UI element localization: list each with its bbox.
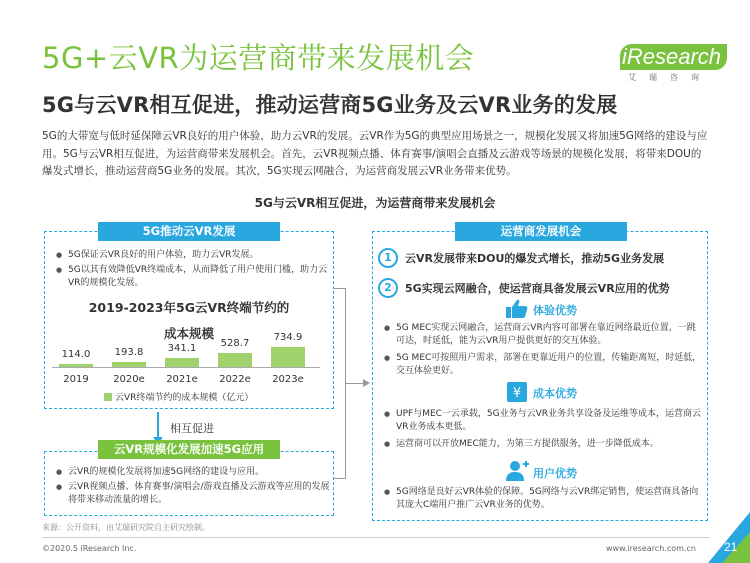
point-number-2: 2 [378, 278, 398, 298]
user-plus-icon [504, 460, 530, 482]
mutual-promotion-label: 相互促进 [170, 422, 214, 435]
connector-top [334, 288, 346, 289]
tag-vr-accelerates-5g: 云VR规模化发展加速5G应用 [98, 440, 280, 459]
point-text-2: 5G实现云网融合，使运营商具备发展云VR应用的优势 [405, 282, 670, 295]
heading-cost: 成本优势 [533, 387, 577, 400]
x-tick-2022e: 2022e [219, 374, 251, 385]
bar-2021e [165, 358, 199, 367]
bar-value-label-2021e: 341.1 [167, 342, 197, 354]
diagram-heading: 5G与云VR相互促进，为运营商带来发展机会 [254, 196, 496, 210]
chart-legend [104, 390, 253, 403]
corner-decoration [708, 512, 750, 563]
x-tick-2020e: 2020e [113, 374, 145, 385]
iresearch-logo [620, 44, 720, 84]
point-number-1: 1 [378, 248, 398, 268]
heading-experience: 体验优势 [533, 304, 577, 317]
cost-bullet-2: ● 运营商可以开放MEC能力，为第三方提供服务，进一步降低成本。 [384, 438, 702, 451]
page-subtitle: 5G与云VR相互促进，推动运营商5G业务及云VR业务的发展 [42, 93, 618, 117]
website-link[interactable]: www.iresearch.com.cn [606, 544, 696, 553]
connector-arrowhead [363, 379, 370, 387]
left-bottom-bullet-1: ● 云VR的规模化发展将加速5G网络的建设与应用。 [56, 466, 326, 479]
point-text-1: 云VR发展带来DOU的爆发式增长，推动5G业务发展 [405, 252, 665, 265]
footer-divider [42, 537, 710, 538]
user-bullet-1: ● 5G网络是良好云VR体验的保障。5G网络与云VR绑定销售，使运营商具备向其庞大C端用户推广云VR业务的优势。 [384, 486, 702, 512]
page-title: 5G+云VR为运营商带来发展机会 [42, 41, 475, 75]
svg-text:¥: ¥ [512, 386, 522, 401]
copyright: ©2020.5 iResearch Inc. [42, 544, 137, 553]
intro-paragraph: 5G的大带宽与低时延保障云VR良好的用户体验，助力云VR的发展。云VR作为5G的典型应用场景之一，规模化发展又将加速5G网络的建设与应用。5G与云VR相互促进，为运营商带来发展机会。首先，云VR视频点播、体育赛事/演唱会直播及云游戏等场景的规模化发展，将带来DOU的爆发式增长，推动运营商5G业务的发展。其次，5G实现云网融合，为运营商发展云VR业务带来优势。 [42, 130, 708, 177]
left-bottom-bullet-2: ● 云VR视频点播、体育赛事/演唱会/游戏直播及云游戏等应用的发展将带来移动流量的增长。 [56, 481, 330, 507]
heading-user: 用户优势 [533, 467, 577, 480]
page-number: 21 [724, 540, 738, 554]
x-tick-2021e: 2021e [166, 374, 198, 385]
thumbs-up-icon [504, 298, 530, 320]
tag-operator-opportunity: 运营商发展机会 [455, 222, 627, 241]
mutual-arrow [157, 412, 159, 438]
bar-value-label-2019: 114.0 [61, 348, 91, 360]
left-top-bullet-2: ● 5G以其有效降低VR终端成本，从而降低了用户使用门槛，助力云VR的规模化发展。 [56, 264, 330, 290]
connector-bottom [334, 478, 346, 479]
yen-icon [504, 381, 530, 403]
experience-bullet-1: ● 5G MEC实现云网融合，运营商云VR内容可部署在靠近网络最近位置，一跳可达，时延低，能为云VR用户提供更好的交互体验。 [384, 322, 702, 348]
chart-x-axis [52, 367, 320, 368]
logo-wordmark: iResearch [620, 44, 727, 70]
bar-value-label-2022e: 528.7 [220, 337, 250, 349]
x-tick-2023e: 2023e [272, 374, 304, 385]
bar-value-label-2023e: 734.9 [273, 332, 303, 343]
bar-value-label-2020e: 193.8 [114, 346, 144, 358]
bar-2023e [271, 347, 305, 367]
x-tick-2019: 2019 [63, 374, 89, 385]
cost-bullet-1: ● UPF与MEC一云承载，5G业务与云VR业务共享设备及运维等成本，运营商云VR业务成本更低。 [384, 408, 702, 434]
chart-title: 2019-2023年5G云VR终端节约的成本规模 [88, 300, 290, 341]
tag-5g-drives-vr: 5G推动云VR发展 [98, 222, 280, 241]
left-top-bullet-1: ● 5G保证云VR良好的用户体验，助力云VR发展。 [56, 249, 326, 262]
bar-2022e [218, 353, 252, 367]
experience-bullet-2: ● 5G MEC可按照用户需求，部署在更靠近用户的位置，传输距离短，时延低，交互体验更好。 [384, 352, 702, 378]
legend-swatch [104, 393, 112, 401]
source-note: 来源：公开资料，由艾瑞研究院自主研究绘制。 [42, 523, 210, 532]
legend-label: 云VR终端节约的成本规模（亿元） [115, 393, 254, 403]
logo-subtext: 艾瑞咨询 [628, 73, 712, 82]
